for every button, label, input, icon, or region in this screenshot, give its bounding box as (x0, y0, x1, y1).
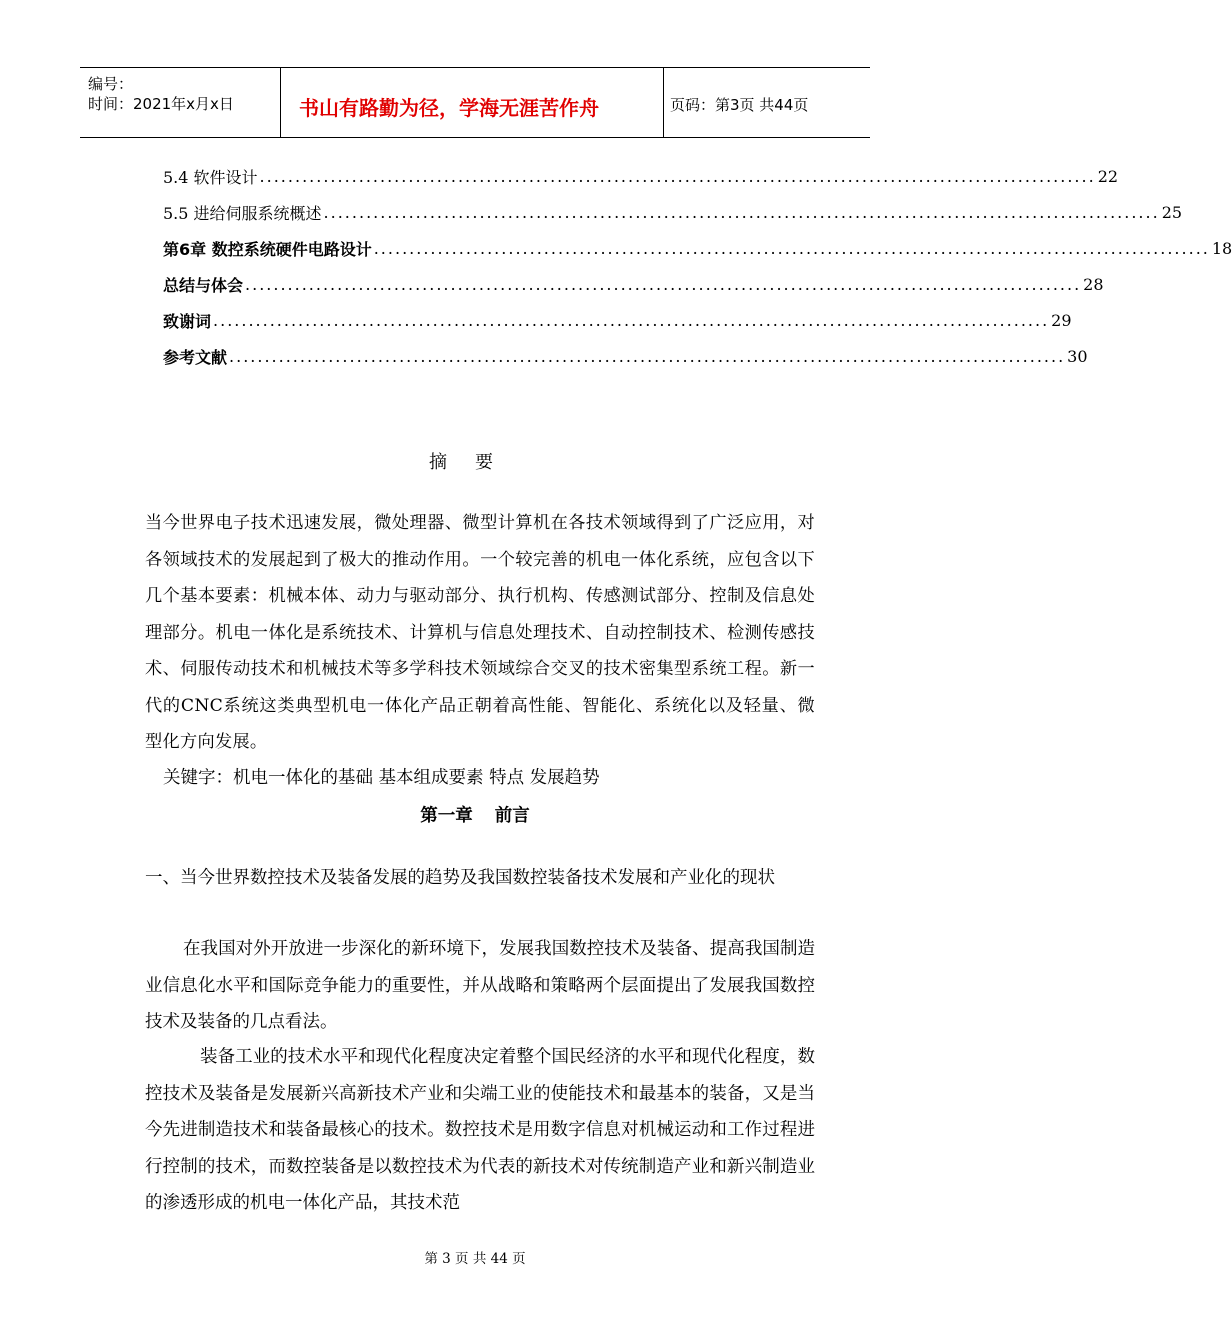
toc-entry[interactable] (163, 194, 1183, 230)
chapter-name: 前言 (494, 806, 530, 826)
abstract-title: 摘要 (429, 452, 521, 473)
toc-entry-page: 29 (1051, 310, 1072, 330)
toc-entry[interactable] (163, 230, 1232, 266)
table-of-contents (163, 158, 1232, 374)
toc-leader-dots: ...................................................................................................................... (259, 166, 1096, 186)
abstract-body: 当今世界电子技术迅速发展，微处理器、微型计算机在各技术领域得到了广泛应用，对各领域技术的发展起到了极大的推动作用。一个较完善的机电一体化系统，应包含以下几个基本要素：机械本体、动力与驱动部分、执行机构、传感测试部分、控制及信息处理部分。机电一体化是系统技术、计算机与信息处理技术、自动控制技术、检测传感技术、伺服传动技术和机械技术等多学科技术领域综合交叉的技术密集型系统工程。新一代的CNC系统这类典型机电一体化产品正朝着高性能、智能化、系统化以及轻量、微型化方向发展。 (145, 513, 815, 752)
toc-leader-dots: ...................................................................................................................... (245, 274, 1082, 294)
toc-entry-title: 总结与体会 (163, 275, 244, 295)
toc-entry-title: 参考文献 (163, 347, 228, 367)
chapter-title (0, 802, 950, 827)
toc-entry-title: 5.4 软件设计 (163, 167, 258, 187)
header-motto: 书山有路勤为径，学海无涯苦作舟 (299, 96, 599, 120)
toc-entry-title: 5.5 进给伺服系统概述 (163, 203, 322, 223)
toc-entry[interactable] (163, 338, 1088, 374)
toc-leader-dots: ...................................................................................................................... (213, 310, 1050, 330)
document-time-label: 时间：2021年x月x日 (88, 95, 234, 113)
body-paragraph: 在我国对外开放进一步深化的新环境下，发展我国数控技术及装备、提高我国制造业信息化水平和国际竞争能力的重要性，并从战略和策略两个层面提出了发展我国数控技术及装备的几点看法。 (145, 939, 815, 1032)
toc-entry[interactable] (163, 158, 1119, 194)
header-page-info: 页码：第3页 共44页 (670, 96, 809, 114)
toc-entry-title: 第6章 数控系统硬件电路设计 (163, 239, 372, 259)
toc-entry-page: 18 (1211, 238, 1232, 258)
section-heading: 一、当今世界数控技术及装备发展的趋势及我国数控装备技术发展和产业化的现状 (145, 868, 775, 888)
toc-entry-page: 22 (1097, 166, 1119, 186)
toc-entry-page: 30 (1067, 346, 1088, 366)
toc-entry[interactable] (163, 302, 1072, 338)
toc-leader-dots: ...................................................................................................................... (229, 346, 1066, 366)
page-header (80, 67, 870, 138)
header-page-cell (664, 68, 870, 137)
toc-leader-dots: ...................................................................................................................... (323, 202, 1160, 222)
document-number-label: 编号： (88, 75, 134, 93)
toc-entry-page: 28 (1083, 274, 1104, 294)
body-paragraph: 装备工业的技术水平和现代化程度决定着整个国民经济的水平和现代化程度，数控技术及装备是发展新兴高新技术产业和尖端工业的使能技术和最基本的装备，又是当今先进制造技术和装备最核心的技术。数控技术是用数字信息对机械运动和工作过程进行控制的技术，而数控装备是以数控技术为代表的新技术对传统制造产业和新兴制造业的渗透形成的机电一体化产品，其技术范 (145, 1047, 815, 1213)
page-footer: 第 3 页 共 44 页 (424, 1251, 526, 1267)
toc-entry-page: 25 (1161, 202, 1183, 222)
keywords-line: 关键字：机电一体化的基础 基本组成要素 特点 发展趋势 (163, 768, 600, 788)
toc-entry[interactable] (163, 266, 1104, 302)
header-motto-cell (281, 68, 664, 137)
toc-entry-title: 致谢词 (163, 311, 212, 331)
chapter-number: 第一章 (420, 806, 473, 826)
toc-leader-dots: ...................................................................................................................... (373, 238, 1210, 258)
header-meta-cell (80, 68, 281, 137)
